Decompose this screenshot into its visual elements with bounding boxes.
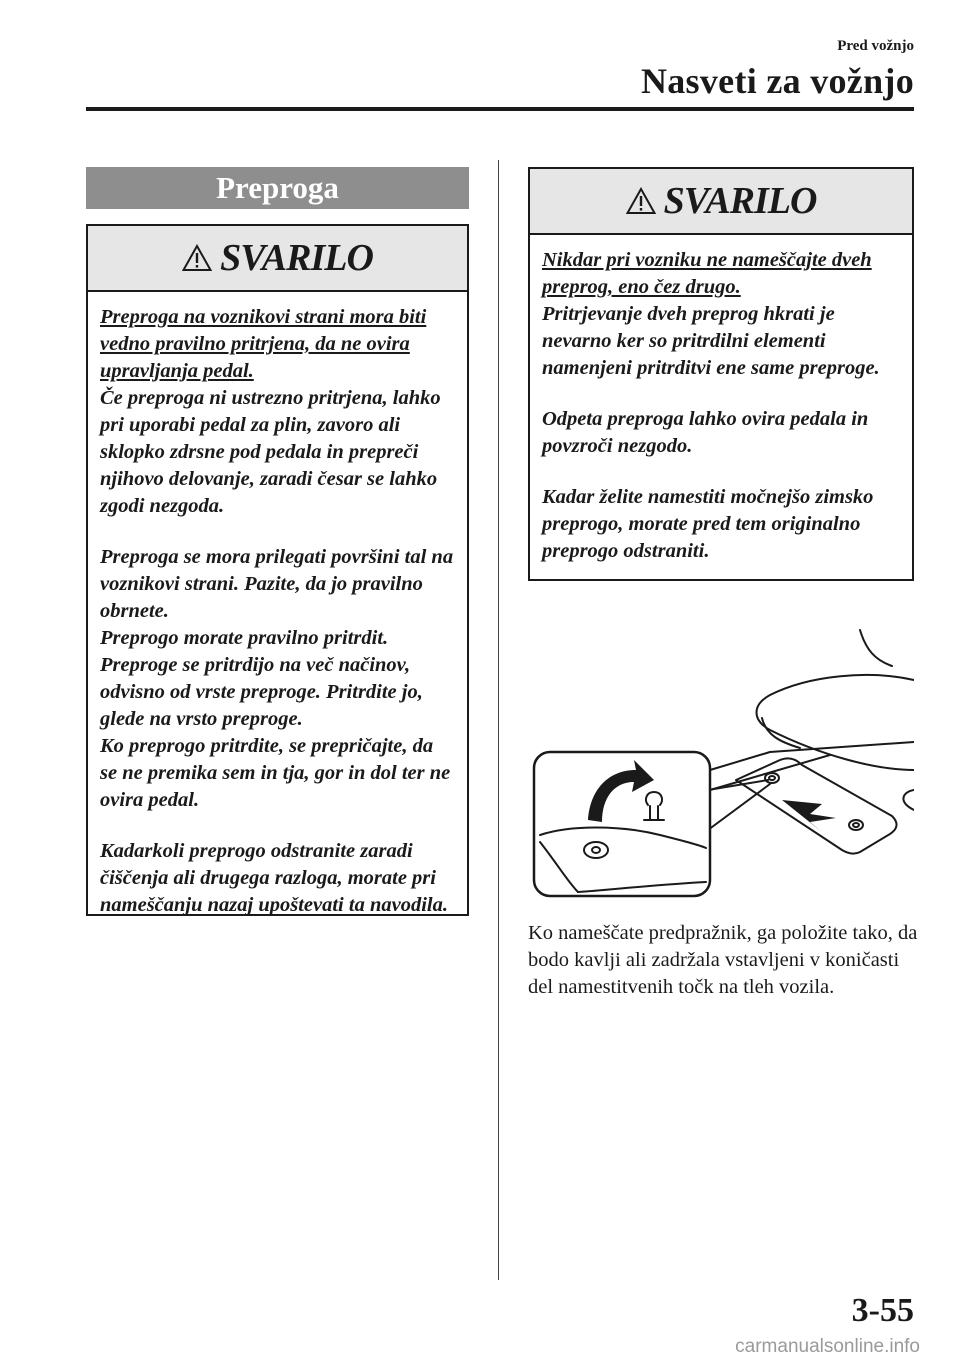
warning-label: SVARILO: [220, 237, 373, 279]
column-divider: [498, 160, 499, 1280]
warning-paragraph: Pritrjevanje dveh preprog hkrati je nevarno ker so pritrdilni elementi namenjeni pritrditvi ene same preproge.: [542, 303, 880, 379]
warning-header: [88, 226, 467, 292]
floor-mat-illustration: [530, 620, 914, 900]
chapter-label: Pred vožnjo: [837, 38, 914, 54]
section-title: Preproga: [86, 167, 469, 209]
warning-underlined: Nikdar pri vozniku ne nameščajte dveh preprog, eno čez drugo.: [542, 249, 872, 298]
warning-underlined: Preproga na voznikovi strani mora biti vedno pravilno pritrjena, da ne ovira upravljanja pedal.: [100, 306, 427, 382]
warning-paragraph: Odpeta preproga lahko ovira pedala in povzroči nezgodo.: [542, 408, 869, 457]
warning-triangle-icon: [626, 187, 656, 215]
warning-text: [88, 292, 467, 929]
warning-box-left: [86, 224, 469, 916]
warning-text: [530, 235, 912, 575]
watermark: carmanualsonline.info: [735, 1336, 920, 1357]
warning-paragraph: Kadar želite namestiti močnejšo zimsko preprogo, morate pred tem originalno preprogo odstraniti.: [542, 486, 874, 562]
figure-caption: Ko nameščate predpražnik, ga položite tako, da bodo kavlji ali zadržala vstavljeni v koničasti del namestitvenih točk na tleh vozila.: [528, 922, 918, 998]
warning-box-right: [528, 167, 914, 581]
warning-triangle-icon: [182, 244, 212, 272]
page-number: 3-55: [851, 1292, 914, 1329]
page-title: Nasveti za vožnjo: [640, 61, 914, 101]
warning-label: SVARILO: [663, 180, 817, 222]
header-rule: [86, 107, 914, 111]
warning-paragraph: Če preproga ni ustrezno pritrjena, lahko pri uporabi pedal za plin, zavoro ali sklopko zdrsne pod pedala in prepreči njihovo delovanje, zaradi česar se lahko zgodi nezgoda.: [100, 387, 441, 517]
warning-paragraph: Preproga se mora prilegati površini tal na voznikovi strani. Pazite, da jo pravilno obrnete.: [100, 546, 454, 622]
warning-paragraph: Ko preprogo pritrdite, se prepričajte, da se ne premika sem in tja, gor in dol ter ne ovira pedal.: [100, 735, 451, 811]
warning-paragraph: Kadarkoli preprogo odstranite zaradi čiščenja ali drugega razloga, morate pri nameščanju nazaj upoštevati ta navodila.: [100, 840, 448, 916]
warning-paragraph: Preprogo morate pravilno pritrdit. Preproge se pritrdijo na več načinov, odvisno od vrste preproge. Pritrdite jo, glede na vrsto preproge.: [100, 627, 423, 730]
warning-header: [530, 169, 912, 235]
